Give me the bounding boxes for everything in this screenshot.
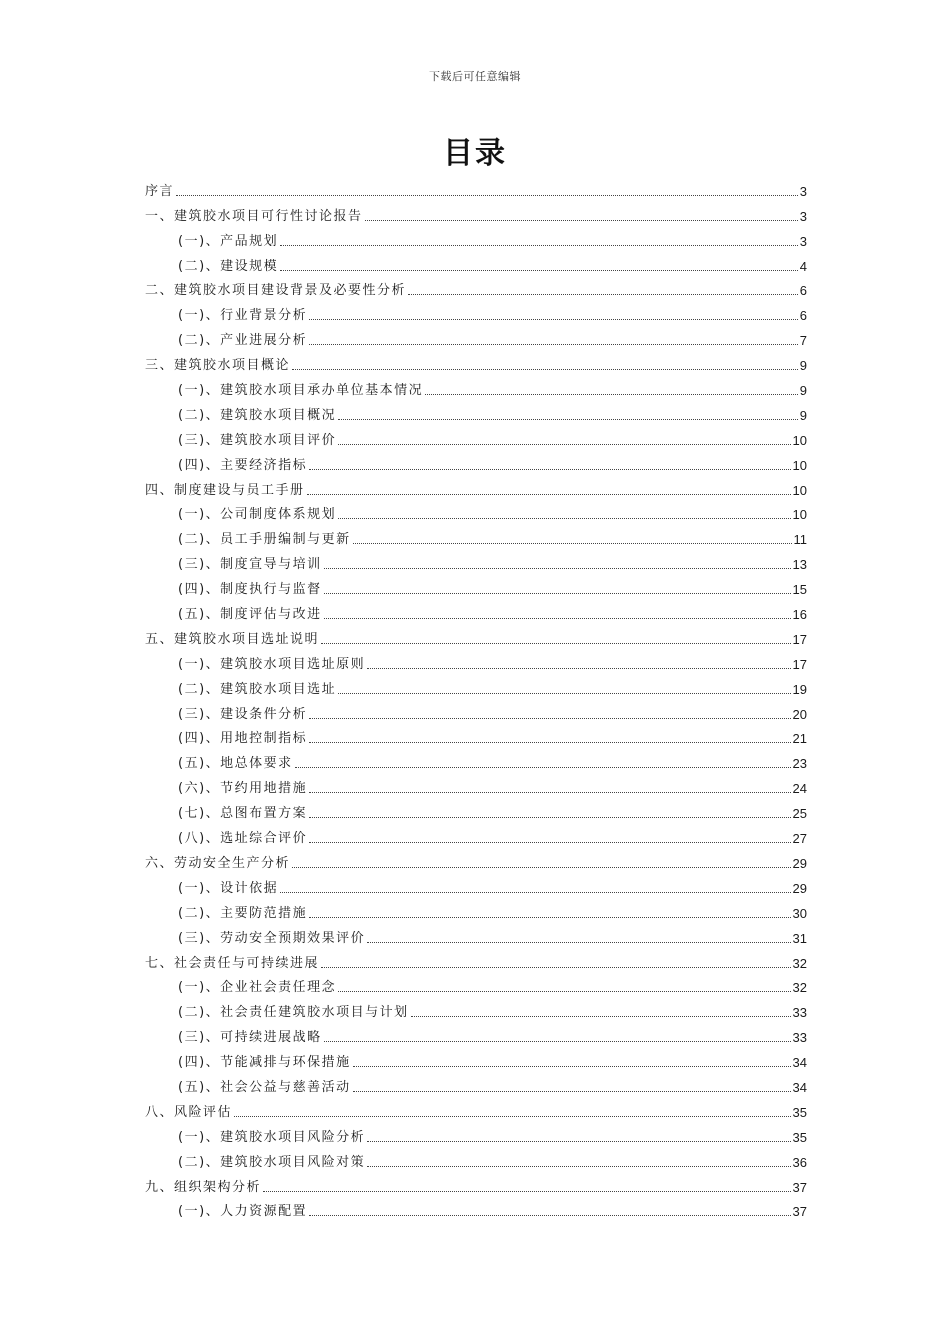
dot-leader: [324, 568, 791, 569]
toc-entry-page-number: 27: [792, 831, 807, 847]
toc-entry[interactable]: [145, 922, 807, 947]
toc-entry-page-number: 36: [792, 1154, 807, 1170]
toc-entry[interactable]: [145, 598, 807, 623]
toc-entry-label: (三)、劳动安全预期效果评价: [178, 930, 366, 946]
dot-leader: [309, 817, 790, 818]
toc-entry[interactable]: [145, 996, 807, 1021]
dot-leader: [338, 518, 790, 519]
toc-entry-label: (五)、社会公益与慈善活动: [178, 1079, 351, 1095]
toc-entry-label: (三)、制度宣导与培训: [178, 557, 322, 573]
dot-leader: [324, 618, 791, 619]
dot-leader: [367, 1166, 790, 1167]
toc-entry-page-number: 9: [799, 407, 807, 423]
dot-leader: [307, 494, 791, 495]
toc-entry-page-number: 25: [792, 806, 807, 822]
toc-entry[interactable]: [145, 299, 807, 324]
dot-leader: [295, 767, 791, 768]
toc-entry[interactable]: [145, 1046, 807, 1071]
toc-entry-label: (一)、设计依据: [178, 880, 279, 896]
toc-entry-label: (五)、地总体要求: [178, 756, 293, 772]
toc-entry[interactable]: [145, 275, 807, 300]
toc-entry[interactable]: [145, 1171, 807, 1196]
toc-entry[interactable]: [145, 200, 807, 225]
toc-entry-page-number: 3: [799, 183, 807, 199]
toc-entry-label: (三)、建筑胶水项目评价: [178, 432, 337, 448]
toc-entry[interactable]: [145, 897, 807, 922]
dot-leader: [324, 593, 791, 594]
toc-entry-page-number: 34: [792, 1055, 807, 1071]
toc-entry[interactable]: [145, 698, 807, 723]
toc-entry-label: (一)、建筑胶水项目选址原则: [178, 656, 366, 672]
toc-entry-page-number: 10: [792, 457, 807, 473]
toc-entry-label: 九、组织架构分析: [145, 1179, 262, 1195]
toc-entry[interactable]: [145, 1021, 807, 1046]
toc-entry-page-number: 34: [792, 1079, 807, 1095]
dot-leader: [367, 1141, 790, 1142]
toc-entry[interactable]: [145, 822, 807, 847]
toc-entry[interactable]: [145, 548, 807, 573]
dot-leader: [321, 643, 791, 644]
dot-leader: [292, 867, 791, 868]
toc-entry-label: (二)、建筑胶水项目概况: [178, 407, 337, 423]
toc-entry-label: (四)、用地控制指标: [178, 731, 308, 747]
toc-entry-label: (二)、主要防范措施: [178, 905, 308, 921]
toc-entry-page-number: 35: [792, 1104, 807, 1120]
toc-entry-label: (一)、建筑胶水项目承办单位基本情况: [178, 383, 424, 399]
toc-entry-page-number: 11: [793, 532, 807, 548]
toc-entry-page-number: 30: [792, 905, 807, 921]
dot-leader: [338, 444, 790, 445]
dot-leader: [309, 742, 790, 743]
toc-entry[interactable]: [145, 1071, 807, 1096]
toc-entry-label: (一)、公司制度体系规划: [178, 507, 337, 523]
dot-leader: [367, 668, 790, 669]
dot-leader: [234, 1116, 791, 1117]
toc-entry-label: (七)、总图布置方案: [178, 806, 308, 822]
dot-leader: [280, 270, 798, 271]
toc-entry[interactable]: [145, 723, 807, 748]
dot-leader: [408, 294, 798, 295]
dot-leader: [280, 245, 798, 246]
toc-entry-page-number: 9: [799, 383, 807, 399]
dot-leader: [309, 917, 790, 918]
toc-entry-page-number: 17: [792, 656, 807, 672]
toc-entry[interactable]: [145, 474, 807, 499]
dot-leader: [367, 942, 790, 943]
toc-entry-label: (六)、节约用地措施: [178, 781, 308, 797]
toc-entry-label: 三、建筑胶水项目概论: [145, 358, 291, 374]
toc-entry-label: (四)、制度执行与监督: [178, 582, 322, 598]
toc-entry-label: 序言: [145, 183, 175, 199]
toc-entry-page-number: 32: [792, 955, 807, 971]
toc-entry[interactable]: [145, 1096, 807, 1121]
dot-leader: [321, 967, 791, 968]
toc-entry-page-number: 3: [799, 233, 807, 249]
toc-entry-page-number: 20: [792, 706, 807, 722]
dot-leader: [353, 1066, 791, 1067]
toc-entry-label: (四)、主要经济指标: [178, 457, 308, 473]
dot-leader: [309, 319, 798, 320]
toc-entry-page-number: 37: [792, 1179, 807, 1195]
dot-leader: [176, 195, 798, 196]
toc-entry-page-number: 33: [792, 1005, 807, 1021]
toc-entry-label: (二)、建筑胶水项目风险对策: [178, 1154, 366, 1170]
toc-entry-page-number: 33: [792, 1030, 807, 1046]
toc-entry-page-number: 29: [792, 880, 807, 896]
toc-entry[interactable]: [145, 872, 807, 897]
toc-entry-label: (四)、节能减排与环保措施: [178, 1055, 351, 1071]
toc-entry[interactable]: [145, 1196, 807, 1221]
toc-entry-label: 二、建筑胶水项目建设背景及必要性分析: [145, 283, 407, 299]
toc-entry-label: 四、制度建设与员工手册: [145, 482, 305, 498]
toc-entry[interactable]: [145, 673, 807, 698]
toc-entry-label: (五)、制度评估与改进: [178, 607, 322, 623]
dot-leader: [353, 543, 792, 544]
dot-leader: [292, 369, 798, 370]
toc-entry-page-number: 15: [792, 582, 807, 598]
dot-leader: [309, 469, 790, 470]
dot-leader: [338, 419, 798, 420]
toc-entry[interactable]: [145, 225, 807, 250]
dot-leader: [309, 792, 790, 793]
toc-entry-page-number: 10: [792, 482, 807, 498]
toc-entry-label: (二)、建筑胶水项目选址: [178, 681, 337, 697]
toc-entry[interactable]: [145, 424, 807, 449]
toc-entry-label: (三)、建设条件分析: [178, 706, 308, 722]
toc-entry-page-number: 31: [792, 930, 807, 946]
toc-entry-label: (二)、员工手册编制与更新: [178, 532, 351, 548]
toc-entry-label: 七、社会责任与可持续进展: [145, 955, 320, 971]
toc-entry-page-number: 3: [799, 208, 807, 224]
toc-entry-page-number: 23: [792, 756, 807, 772]
toc-entry-page-number: 13: [792, 557, 807, 573]
dot-leader: [338, 991, 790, 992]
toc-entry[interactable]: [145, 449, 807, 474]
toc-entry-label: (一)、产品规划: [178, 233, 279, 249]
toc-title: 目录: [443, 136, 507, 171]
dot-leader: [324, 1041, 791, 1042]
table-of-contents: [145, 175, 807, 1220]
toc-entry[interactable]: [145, 573, 807, 598]
toc-entry[interactable]: [145, 847, 807, 872]
toc-entry[interactable]: [145, 772, 807, 797]
toc-entry-page-number: 6: [799, 308, 807, 324]
toc-entry-label: 五、建筑胶水项目选址说明: [145, 631, 320, 647]
toc-entry-label: (八)、选址综合评价: [178, 831, 308, 847]
toc-entry-page-number: 4: [799, 258, 807, 274]
toc-entry-page-number: 7: [799, 333, 807, 349]
toc-entry-label: (一)、行业背景分析: [178, 308, 308, 324]
toc-entry-label: (二)、产业进展分析: [178, 333, 308, 349]
toc-entry[interactable]: [145, 250, 807, 275]
toc-entry-label: 六、劳动安全生产分析: [145, 855, 291, 871]
toc-entry-label: (一)、建筑胶水项目风险分析: [178, 1129, 366, 1145]
toc-entry[interactable]: [145, 797, 807, 822]
toc-entry-label: 一、建筑胶水项目可行性讨论报告: [145, 208, 363, 224]
toc-entry-page-number: 19: [792, 681, 807, 697]
toc-entry-page-number: 9: [799, 358, 807, 374]
toc-entry-label: (三)、可持续进展战略: [178, 1030, 322, 1046]
toc-entry-page-number: 10: [792, 432, 807, 448]
toc-entry-page-number: 16: [792, 607, 807, 623]
toc-entry-page-number: 37: [792, 1204, 807, 1220]
toc-entry-label: 八、风险评估: [145, 1104, 233, 1120]
toc-entry[interactable]: [145, 324, 807, 349]
dot-leader: [309, 718, 790, 719]
toc-entry[interactable]: [145, 175, 807, 200]
toc-entry[interactable]: [145, 747, 807, 772]
toc-entry-page-number: 29: [792, 855, 807, 871]
dot-leader: [365, 220, 798, 221]
toc-entry-label: (二)、建设规模: [178, 258, 279, 274]
dot-leader: [338, 693, 790, 694]
toc-entry[interactable]: [145, 1146, 807, 1171]
dot-leader: [309, 344, 798, 345]
dot-leader: [353, 1091, 791, 1092]
toc-entry[interactable]: [145, 349, 807, 374]
toc-entry[interactable]: [145, 623, 807, 648]
toc-entry-label: (一)、企业社会责任理念: [178, 980, 337, 996]
toc-entry[interactable]: [145, 648, 807, 673]
dot-leader: [425, 394, 798, 395]
toc-entry[interactable]: [145, 972, 807, 997]
toc-entry-page-number: 35: [792, 1129, 807, 1145]
header-note: 下载后可任意编辑: [429, 70, 521, 83]
toc-entry-page-number: 24: [792, 781, 807, 797]
toc-entry-page-number: 6: [799, 283, 807, 299]
dot-leader: [411, 1016, 791, 1017]
dot-leader: [263, 1191, 791, 1192]
toc-entry[interactable]: [145, 374, 807, 399]
toc-entry[interactable]: [145, 399, 807, 424]
dot-leader: [280, 892, 790, 893]
dot-leader: [309, 842, 790, 843]
toc-entry[interactable]: [145, 499, 807, 524]
toc-entry-label: (二)、社会责任建筑胶水项目与计划: [178, 1005, 409, 1021]
toc-entry-label: (一)、人力资源配置: [178, 1204, 308, 1220]
toc-entry-page-number: 10: [792, 507, 807, 523]
dot-leader: [309, 1215, 790, 1216]
toc-entry[interactable]: [145, 1121, 807, 1146]
toc-entry[interactable]: [145, 523, 807, 548]
toc-entry-page-number: 21: [792, 731, 807, 747]
toc-entry[interactable]: [145, 947, 807, 972]
toc-entry-page-number: 32: [792, 980, 807, 996]
toc-entry-page-number: 17: [792, 631, 807, 647]
